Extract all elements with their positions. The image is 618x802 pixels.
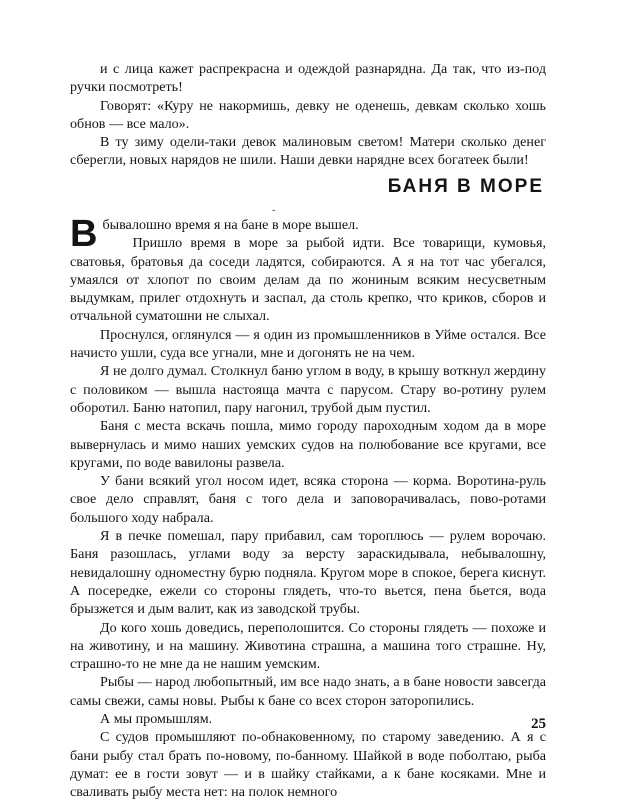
- body-paragraph: До кого хошь доведись, переполошится. Со стороны глядеть — похоже и на животину, и на машину. Животина страшна, а машина того страшне. Ну, страшно-то не мне да не нашим уемским.: [70, 619, 546, 673]
- drop-cap: В: [70, 213, 98, 255]
- body-paragraph: А мы промышлям.: [100, 711, 213, 728]
- body-paragraph: В ту зиму одели-таки девок малиновым светом! Матери сколько денег сберегли, новых нарядов не шили. Наши девки нарядне всех богатеек были!: [70, 134, 546, 169]
- print-speck-icon: ˘: [272, 209, 276, 220]
- body-paragraph: Я не долго думал. Столкнул баню углом в воду, в крышу воткнул жердину с половиком — вышла настояща мачта с парусом. Стару во-ротину рулем оборотил. Баню натопил, пару нагонил, трубой дым пустил.: [70, 363, 546, 416]
- body-paragraph: Рыбы — народ любопытный, им все надо знать, а в бане новости завсегда самы свежи, самы новы. Рыбы к бане со всех сторон заторопились.: [70, 674, 546, 709]
- body-paragraph: Проснулся, оглянулся — я один из промышленников в Уйме остался. Все начисто ушли, суда все угнали, мне и догонять не на чем.: [70, 326, 546, 362]
- previous-story-ending: [70, 60, 546, 170]
- story-title: БАНЯ В МОРЕ: [387, 176, 544, 197]
- body-paragraph: Пришло время в море за рыбой идти. Все товарищи, кумовья, сватовья, братовья да соседи ладятся, собираются. А я на тот час убегался, умаялся от хлопот по своим делам да по жониным всяким несусветным выдумкам, прилег отдохнуть и заспал, да столь крепко, что криков, сборов и отчальной суматошни не слыхал.: [70, 235, 546, 325]
- body-paragraph: Баня с места вскачь пошла, мимо городу пароходным ходом да в море вывернулась и мимо наших уемских судов на полюбование все кругами, все кругами, по воде вавилоны развела.: [70, 418, 546, 471]
- page-number: 25: [531, 716, 546, 732]
- body-paragraph: и с лица кажет распрекрасна и одеждой разнарядна. Да так, что из-под ручки посмотреть!: [70, 61, 546, 96]
- opening-text: бывалошно время я на бане в море вышел.: [102, 217, 359, 233]
- body-paragraph: Говорят: «Куру не накормишь, девку не оденешь, девкам сколько хошь обнов — все мало».: [70, 97, 546, 132]
- story-body: [70, 213, 546, 802]
- body-paragraph: Я в печке помешал, пару прибавил, сам тороплюсь — рулем ворочаю. Баня разошлась, углами воду за версту зараскидывала, небывалошну, невидалошну одноместну бурю подняла. Кругом море в спокое, берега киснут. А посередке, ежели со стороны глядеть, что-то вьется, пена бьется, вода брызжется и дым валит, как из заводской трубы.: [70, 528, 546, 618]
- body-paragraph: С судов промышляют по-обнаковенному, по старому заведению. А я с бани рыбу стал брать по-новому, по-банному. Шайкой в воде поболтаю, рыба думат: ее в гости зовут — и в шайку стайками, а к бане косяками. Мне и сваливать рыбу места нет: на полок немного: [70, 729, 546, 801]
- body-paragraph: У бани всякий угол носом идет, всяка сторона — корма. Воротина-руль свое дело справлят, баня с того дела и заповорачивалась, пово-ротами большого ходу набрала.: [70, 473, 546, 526]
- opening-paragraph: [70, 213, 546, 255]
